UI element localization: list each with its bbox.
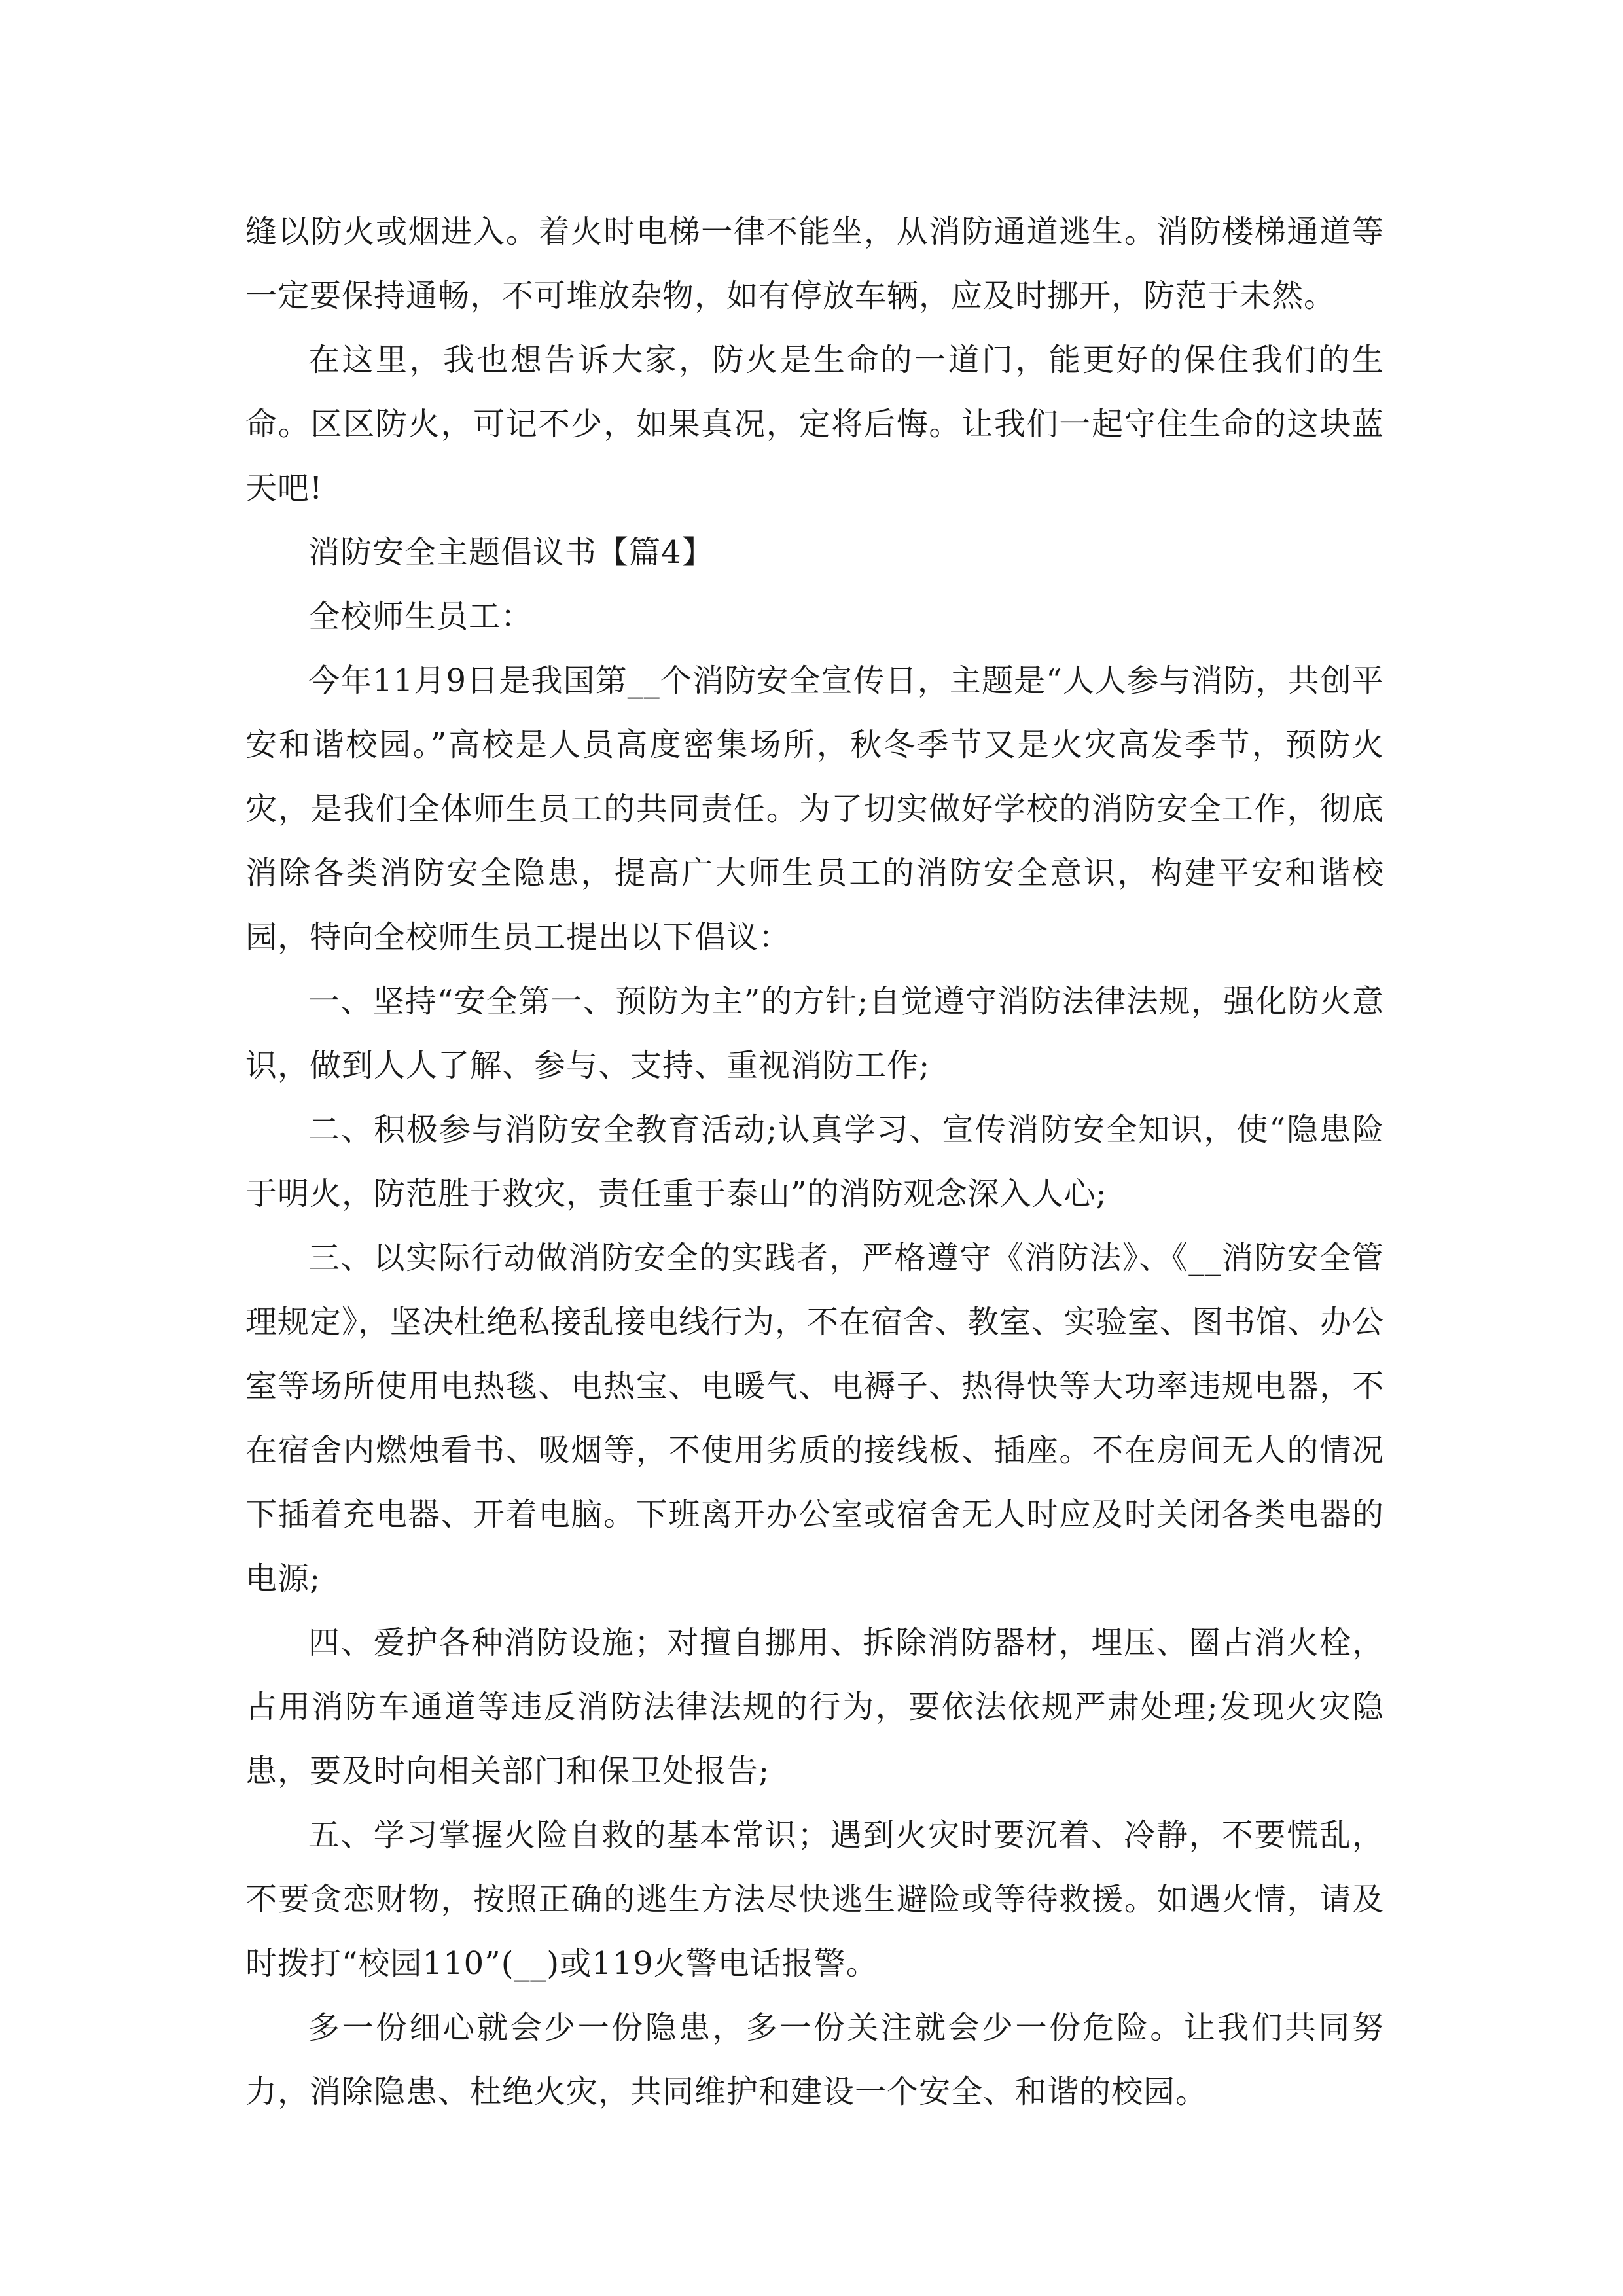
paragraph-conclusion: 多一份细心就会少一份隐患，多一份关注就会少一份危险。让我们共同努力，消除隐患、杜绝火灾，共同维护和建设一个安全、和谐的校园。: [245, 2009, 1384, 2110]
paragraph-intro: 今年11月9日是我国第__个消防安全宣传日，主题是“人人参与消防，共创平安和谐校园。”高校是人员高度密集场所，秋冬季节又是火灾高发季节，预防火灾，是我们全体师生员工的共同责任。为了切实做好学校的消防安全工作，彻底消除各类消防安全隐患，提高广大师生员工的消防安全意识，构建平安和谐校园，特向全校师生员工提出以下倡议：: [245, 662, 1384, 956]
section-heading: 消防安全主题倡议书【篇4】: [308, 534, 714, 571]
paragraph-closing-remark: 在这里，我也想告诉大家，防火是生命的一道门，能更好的保住我们的生命。区区防火，可记不少，如果真况，定将后悔。让我们一起守住生命的这块蓝天吧!: [245, 342, 1384, 507]
paragraph-item-2: 二、积极参与消防安全教育活动;认真学习、宣传消防安全知识，使“隐患险于明火，防范胜于救灾，责任重于泰山”的消防观念深入人心;: [245, 1111, 1384, 1212]
document-body: [245, 200, 1384, 2124]
paragraph-item-4: 四、爱护各种消防设施；对擅自挪用、拆除消防器材，埋压、圈占消火栓，占用消防车通道等违反消防法律法规的行为，要依法依规严肃处理;发现火灾隐患，要及时向相关部门和保卫处报告;: [245, 1624, 1384, 1789]
paragraph-item-3: 三、以实际行动做消防安全的实践者，严格遵守《消防法》、《__消防安全管理规定》，坚决杜绝私接乱接电线行为，不在宿舍、教室、实验室、图书馆、办公室等场所使用电热毯、电热宝、电暖气、电褥子、热得快等大功率违规电器，不在宿舍内燃烛看书、吸烟等，不使用劣质的接线板、插座。不在房间无人的情况下插着充电器、开着电脑。下班离开办公室或宿舍无人时应及时关闭各类电器的电源;: [245, 1240, 1385, 1597]
paragraph-continuation: 缝以防火或烟进入。着火时电梯一律不能坐，从消防通道逃生。消防楼梯通道等一定要保持通畅，不可堆放杂物，如有停放车辆，应及时挪开，防范于未然。: [245, 213, 1384, 314]
paragraph-item-5: 五、学习掌握火险自救的基本常识；遇到火灾时要沉着、冷静，不要慌乱，不要贪恋财物，按照正确的逃生方法尽快逃生避险或等待救援。如遇火情，请及时拨打“校园110”(__)或119火警电话报警。: [245, 1817, 1384, 1982]
paragraph-item-1: 一、坚持“安全第一、预防为主”的方针;自觉遵守消防法律法规，强化防火意识，做到人人了解、参与、支持、重视消防工作;: [245, 983, 1384, 1084]
salutation: 全校师生员工：: [308, 598, 533, 635]
